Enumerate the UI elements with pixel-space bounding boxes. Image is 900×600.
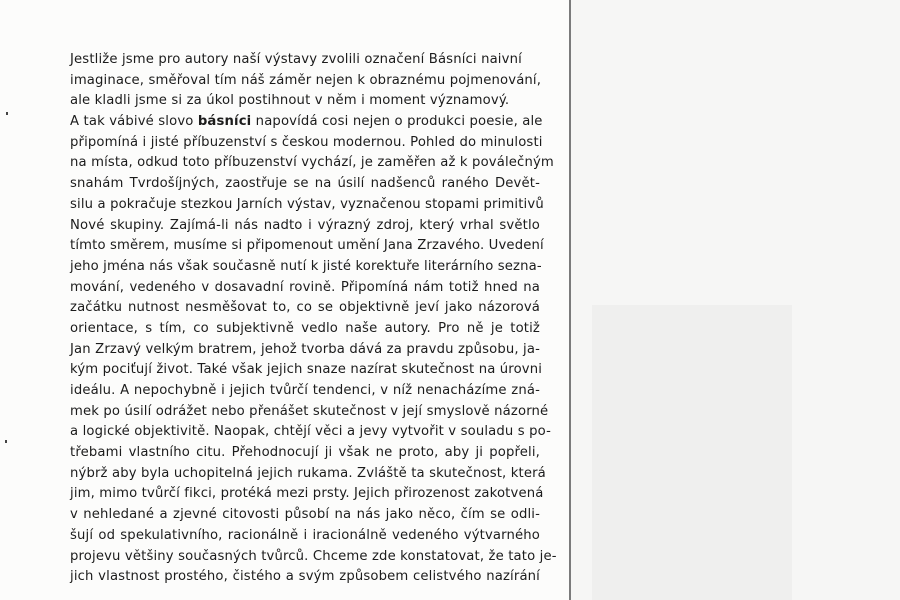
text-line-23: v nehledané a zjevné citovosti působí na nás jako něco, čím se odli-: [70, 507, 540, 523]
text-line-4-pre: A tak vábivé slovo: [70, 114, 198, 130]
text-line-12: mování, vedeného v dosavadní rovině. Připomíná nám totiž hned na: [70, 279, 540, 295]
text-line-9: Nové skupiny. Zajímá-li nás nadto i výrazný zdroj, který vrhal světlo: [70, 217, 540, 233]
text-line-8: silu a pokračuje stezkou Jarních výstav, vyznačenou stopami primitivů: [70, 196, 544, 212]
text-line-16: kým pociťují život. Také však jejich snaze nazírat skutečnost na úrovni: [70, 362, 543, 378]
right-page-shade: [592, 305, 792, 600]
text-line-21: nýbrž aby byla uchopitelná jejich rukama. Zvláště ta skutečnost, která: [70, 465, 546, 481]
text-line-22: jim, mimo tvůrčí fikci, protéká mezi prsty. Jejich přirozenost zakotvená: [70, 486, 544, 502]
scan-speck: [5, 440, 7, 443]
text-line-20: třebami vlastního citu. Přehodnocují ji však ne proto, aby ji popřeli,: [70, 445, 540, 461]
text-line-11: jeho jména nás však současně nutí k jisté korektuře literárního sezna-: [70, 258, 542, 274]
text-line-19: a logické objektivitě. Naopak, chtějí věci a jevy vytvořit v souladu s po-: [70, 424, 552, 440]
text-line-10: tímto směrem, musíme si připomenout umění Jana Zrzavého. Uvedení: [70, 238, 544, 254]
text-line-17: ideálu. A nepochybně i jejich tvůrčí tendenci, v níž nenacházíme zná-: [70, 383, 540, 398]
text-line-4: [70, 112, 543, 133]
text-line-25: projevu většiny současných tvůrců. Chceme zde konstatovat, že tato je-: [70, 548, 557, 564]
emphasized-word: básníci: [197, 114, 252, 130]
scan-speck: [6, 112, 8, 115]
text-line-18: mek po úsilí odrážet nebo přenášet skutečnost v její smyslově názorné: [70, 403, 549, 419]
text-line-2: imaginace, směřoval tím náš záměr nejen k obraznému pojmenování,: [70, 72, 542, 88]
text-line-15: Jan Zrzavý velkým bratrem, jehož tvorba dává za pravdu způsobu, ja-: [70, 341, 540, 357]
body-text: [70, 50, 557, 588]
text-line-26: jich vlastnost prostého, čistého a svým způsobem celistvého nazírání: [70, 569, 540, 585]
text-line-1: Jestliže jsme pro autory naší výstavy zvolili označení Básníci naivní: [70, 52, 522, 67]
text-line-7: snahám Tvrdošíjných, zaostřuje se na úsilí nadšenců raného Devět-: [70, 176, 540, 192]
text-line-6: na místa, odkud toto příbuzenství vychází, je zaměřen až k poválečným: [70, 155, 554, 171]
text-line-3: ale kladli jsme si za úkol postihnout v něm i moment významový.: [70, 93, 510, 109]
text-line-24: šují od spekulativního, racionálně i iracionálně vedeného výtvarného: [70, 527, 540, 543]
text-line-5: připomíná i jisté příbuzenství s českou modernou. Pohled do minulosti: [70, 134, 543, 150]
text-line-14: orientace, s tím, co subjektivně vedlo naše autory. Pro ně je totiž: [70, 320, 540, 336]
text-line-13: začátku nutnost nesměšovat to, co se objektivně jeví jako názorová: [70, 300, 540, 316]
text-line-4-post: napovídá cosi nejen o produkci poesie, ale: [251, 114, 543, 130]
